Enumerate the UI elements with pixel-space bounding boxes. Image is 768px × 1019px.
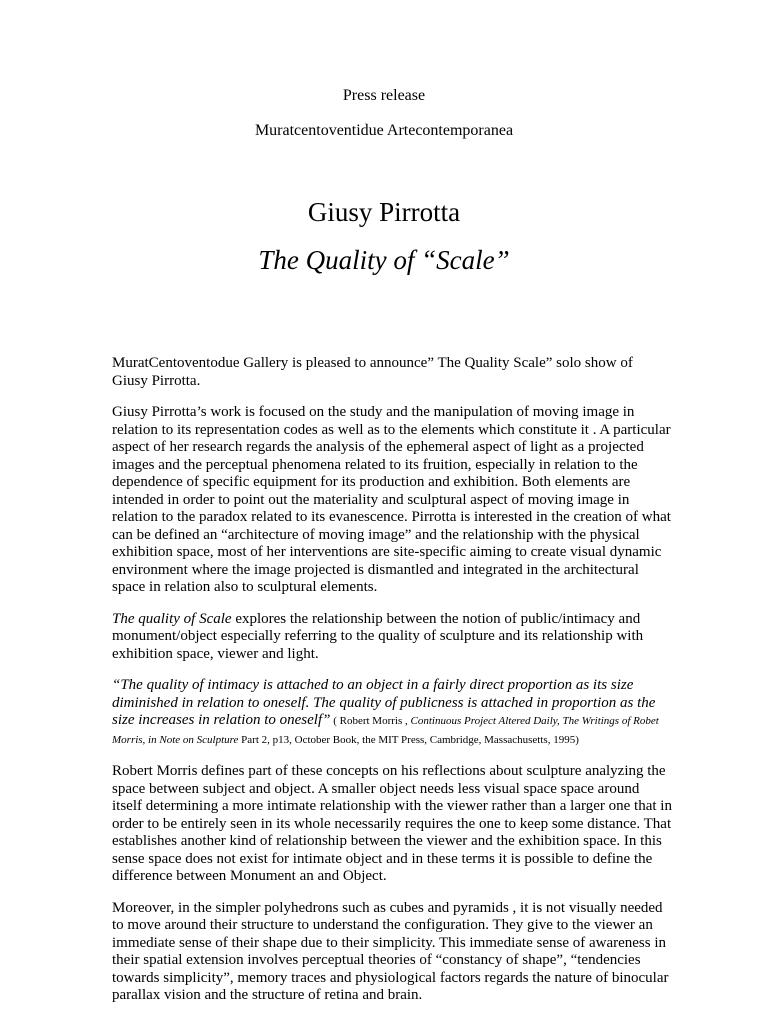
show-paragraph-text: explores the relationship between the notion of public/intimacy and monument/object especially referring to the quality of sculpture and its relationship with exhibition space, viewer and light. xyxy=(112,610,644,662)
morris-paragraph: Robert Morris defines part of these concepts on his reflections about sculpture analyzing the space between subject and object. A smaller object needs less visual space space around itself determining a more intimate relationship with the viewer rather than a larger one that in order to be entirely seen in its whole necessarily requires the one to keep some distance. That establishes another kind of relationship between the viewer and the exhibition space. In this sense space does not exist for intimate object and in these terms it is possible to define the difference between Monument an and Object. xyxy=(112,763,672,884)
document-body xyxy=(112,355,672,1019)
press-release-label: Press release xyxy=(342,87,426,104)
polyhedrons-paragraph: Moreover, in the simpler polyhedrons such as cubes and pyramids , it is not visually needed to move around their structure to understand the configuration. They give to the viewer an immediate sense of their shape due to their simplicity. This immediate sense of awareness in their spatial extension involves perceptual theories of “constancy of shape”, “tendencies towards simplicity”, memory traces and physiological factors regards the nature of binocular parallax vision and the structure of retina and brain. xyxy=(112,899,669,1003)
artist-name: Giusy Pirrotta xyxy=(307,197,461,227)
intro-paragraph: MuratCentoventodue Gallery is pleased to announce” The Quality Scale” solo show of Giusy Pirrotta. xyxy=(112,355,633,389)
quote-citation: ( Robert Morris , xyxy=(330,715,411,727)
quote-citation-details: Part 2, p13, October Book, the MIT Press, Cambridge, Massachusetts, 1995) xyxy=(238,733,579,746)
show-title-inline: The quality of Scale xyxy=(112,610,232,627)
artist-paragraph: Giusy Pirrotta’s work is focused on the study and the manipulation of moving image in relation to its representation codes as well as to the elements which constitute it . A particular aspect of her research regards the analysis of the ephemeral aspect of light as a projected images and the perceptual phenomena related to its fruition, especially in relation to the dependence of specific equipment for its production and exhibition. Both elements are intended in order to point out the materiality and sculptural aspect of moving image in relation to the paradox related to its evanescence. Pirrotta is interested in the creation of what can be defined an “architecture of moving image” and the relationship with the physical exhibition space, most of her interventions are site-specific aiming to create visual dynamic environment where the image projected is dismantled and integrated in the architectural space in relation also to sculptural elements. xyxy=(112,404,671,595)
gallery-name: Muratcentoventidue Artecontemporanea xyxy=(254,122,514,139)
show-paragraph xyxy=(112,611,672,664)
quote-citation-title: Continuous Project Altered Daily, The Writings of Robet Morris, in Note on Sculpture xyxy=(112,715,659,746)
morris-quote: “The quality of intimacy is attached to an object in a fairly direct proportion as its size diminished in relation to oneself. The quality of publicness is attached in proportion as the size increases in relation to oneself” xyxy=(112,677,656,728)
quote-paragraph xyxy=(112,677,672,749)
show-title: The Quality of “Scale” xyxy=(258,245,510,275)
